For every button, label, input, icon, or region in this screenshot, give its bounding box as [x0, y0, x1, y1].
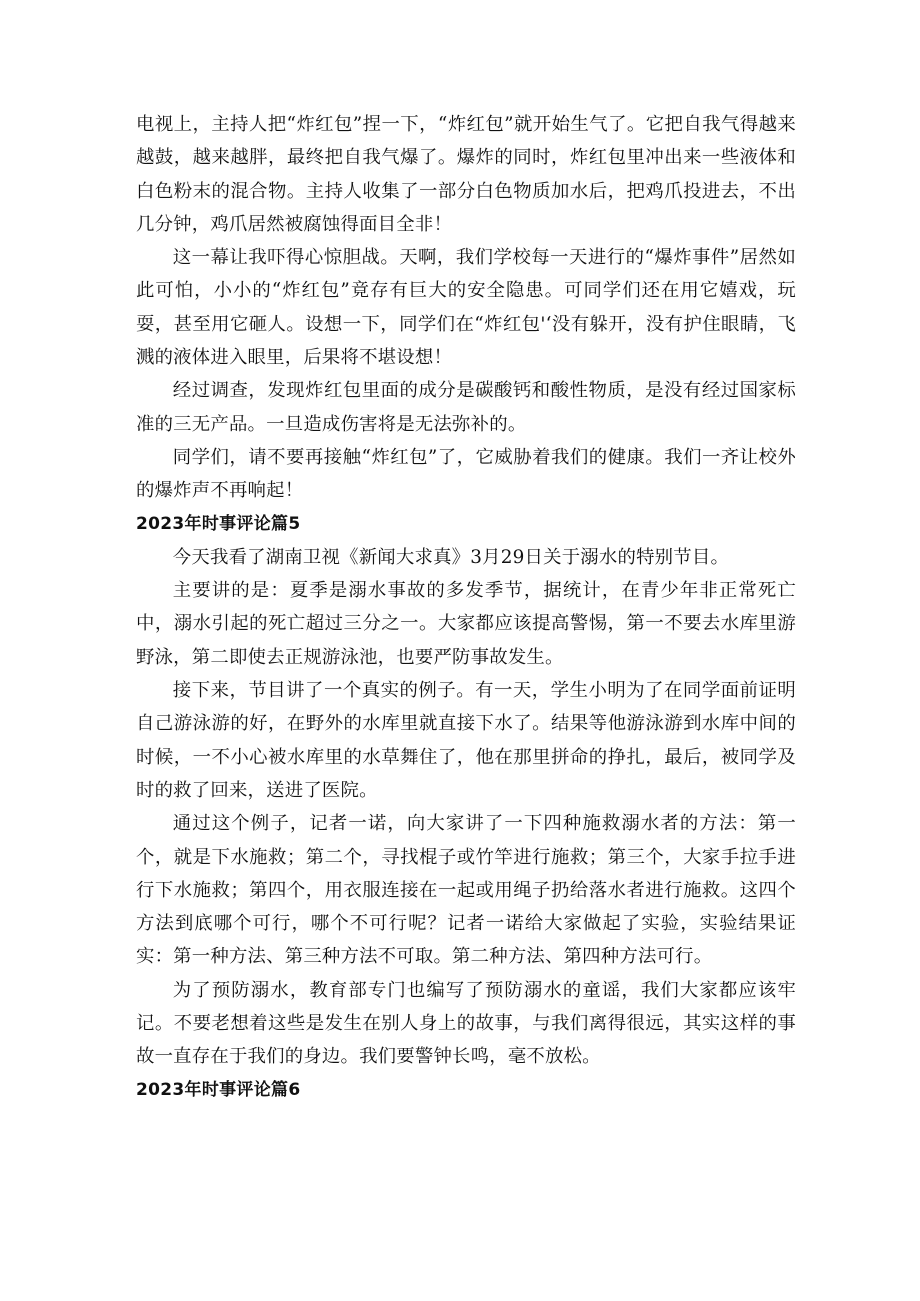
paragraph: 接下来，节目讲了一个真实的例子。有一天，学生小明为了在同学面前证明自己游泳游的好，在野外的水库里就直接下水了。结果等他游泳游到水库中间的时候，一不小心被水库里的水草舞住了，他在那里拼命的挣扎，最后，被同学及时的救了回来，送进了医院。 — [136, 680, 796, 801]
paragraph: 电视上，主持人把“炸红包”捏一下，“炸红包”就开始生气了。它把自我气得越来越鼓，越来越胖，最终把自我气爆了。爆炸的同时，炸红包里冲出来一些液体和白色粉末的混合物。主持人收集了一部分白色物质加水后，把鸡爪投进去，不出几分钟，鸡爪居然被腐蚀得面目全非！ — [136, 114, 796, 235]
article-body — [136, 108, 796, 1107]
paragraph: 同学们，请不要再接触“炸红包”了，它威胁着我们的健康。我们一齐让校外的爆炸声不再响起！ — [136, 446, 796, 502]
paragraph: 主要讲的是：夏季是溺水事故的多发季节，据统计，在青少年非正常死亡中，溺水引起的死亡超过三分之一。大家都应该提高警惕，第一不要去水库里游野泳，第二即使去正规游泳池，也要严防事故发生。 — [136, 580, 796, 668]
section-heading: 2023年时事评论篇5 — [136, 513, 301, 534]
section-heading: 2023年时事评论篇6 — [136, 1079, 301, 1100]
paragraph: 今天我看了湖南卫视《新闻大求真》3月29日关于溺水的特别节目。 — [172, 546, 730, 568]
paragraph: 这一幕让我吓得心惊胆战。天啊，我们学校每一天进行的“爆炸事件”居然如此可怕，小小的“炸红包”竟存有巨大的安全隐患。可同学们还在用它嬉戏，玩耍，甚至用它砸人。设想一下，同学们在“炸红包'‘没有躲开，没有护住眼睛，飞溅的液体进入眼里，后果将不堪设想！ — [136, 247, 796, 369]
paragraph: 为了预防溺水，教育部专门也编写了预防溺水的童谣，我们大家都应该牢记。不要老想着这些是发生在别人身上的故事，与我们离得很远，其实这样的事故一直存在于我们的身边。我们要警钟长鸣，毫不放松。 — [136, 979, 796, 1068]
paragraph: 经过调查，发现炸红包里面的成分是碳酸钙和酸性物质，是没有经过国家标准的三无产品。一旦造成伤害将是无法弥补的。 — [136, 380, 796, 435]
paragraph: 通过这个例子，记者一诺，向大家讲了一下四种施救溺水者的方法：第一个，就是下水施救；第二个，寻找棍子或竹竿进行施救；第三个，大家手拉手进行下水施救；第四个，用衣服连接在一起或用绳子扔给落水者进行施救。这四个方法到底哪个可行，哪个不可行呢？记者一诺给大家做起了实验，实验结果证实：第一种方法、第三种方法不可取。第二种方法、第四种方法可行。 — [136, 813, 796, 968]
